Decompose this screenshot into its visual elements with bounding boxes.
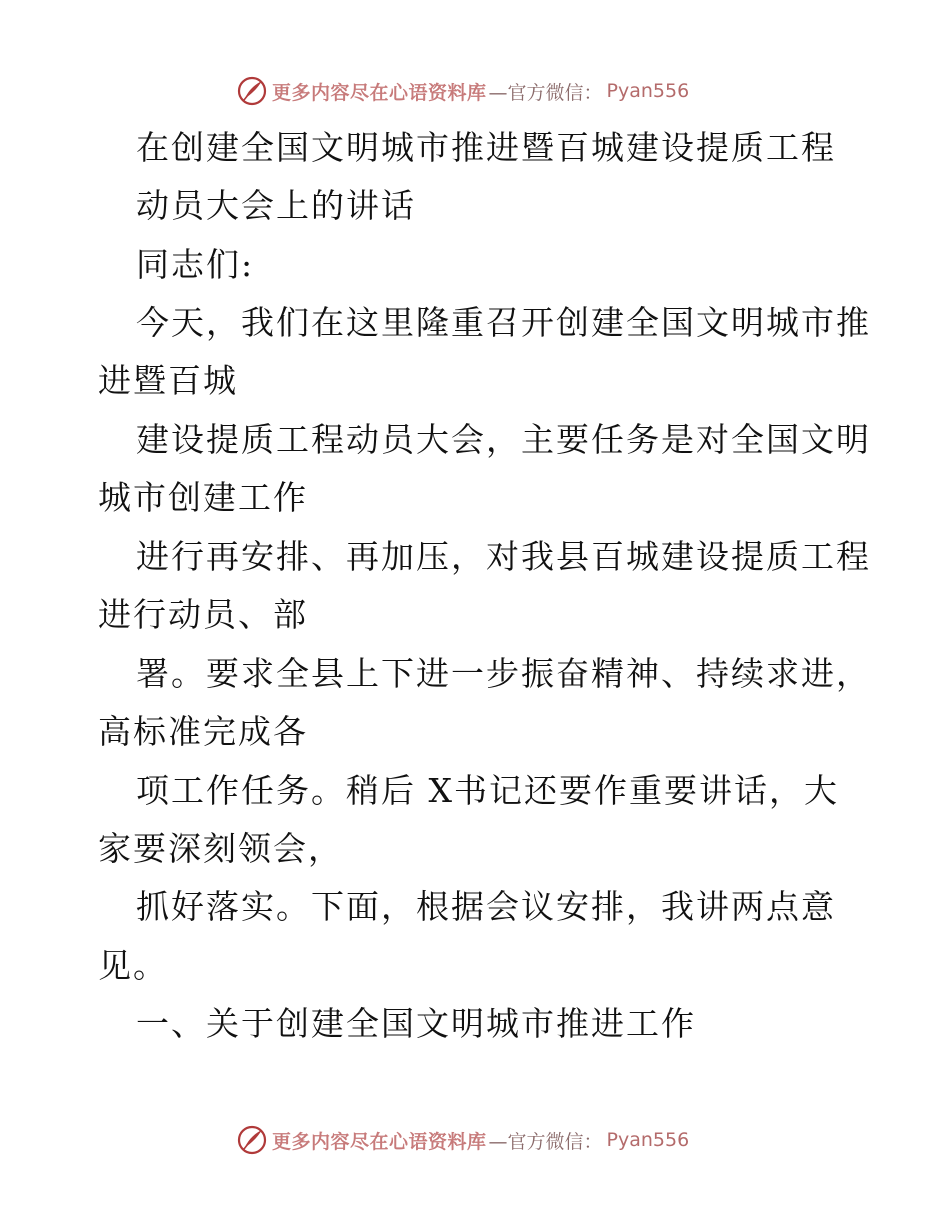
title-line-2: 动员大会上的讲话 <box>136 186 416 225</box>
watermark-handle: Pyan556 <box>606 1129 690 1151</box>
paragraph-line: 抓好落实。下面，根据会议安排，我讲两点意 <box>136 887 836 926</box>
paragraph-line: 项工作任务。稍后 X书记还要作重要讲话，大 <box>136 771 839 810</box>
paragraph-line: 城市创建工作 <box>98 478 308 517</box>
paragraph-line: 见。 <box>98 946 168 985</box>
paragraph-line: 高标准完成各 <box>98 712 308 751</box>
watermark-main-text: 更多内容尽在心语资料库 <box>272 81 487 104</box>
paragraph-line: 家要深刻领会， <box>98 829 343 868</box>
quill-logo-icon <box>236 1124 268 1156</box>
watermark-handle: Pyan556 <box>606 80 690 102</box>
paragraph-line: 进暨百城 <box>98 361 238 400</box>
title-line-1: 在创建全国文明城市推进暨百城建设提质工程 <box>136 128 836 167</box>
watermark-dash-text: —官方微信： <box>488 1130 603 1153</box>
watermark-main-text: 更多内容尽在心语资料库 <box>272 1130 487 1153</box>
salutation: 同志们: <box>136 245 255 284</box>
footer-watermark <box>236 1123 689 1157</box>
paragraph-line: 建设提质工程动员大会，主要任务是对全国文明 <box>136 420 871 459</box>
section-heading: 一、关于创建全国文明城市推进工作 <box>136 1004 696 1043</box>
paragraph-line: 进行再安排、再加压，对我县百城建设提质工程 <box>136 537 871 576</box>
watermark-dash-text: —官方微信： <box>488 81 603 104</box>
paragraph-line: 进行动员、部 <box>98 595 308 634</box>
paragraph-line: 今天，我们在这里隆重召开创建全国文明城市推 <box>136 303 871 342</box>
paragraph-line: 署。要求全县上下进一步振奋精神、持续求进， <box>136 654 871 693</box>
